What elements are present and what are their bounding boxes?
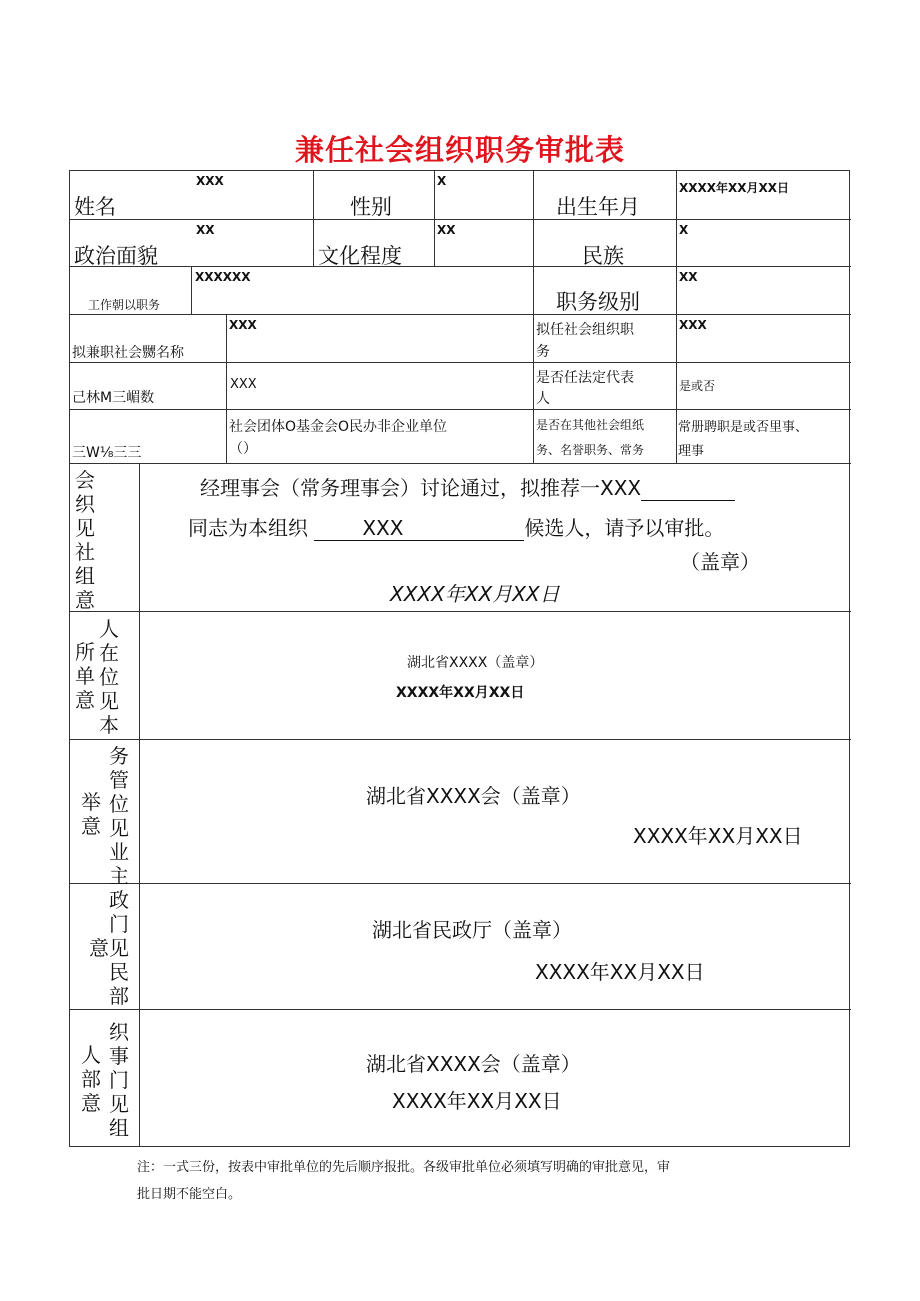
- other-org-value-line2[interactable]: 理事: [678, 444, 705, 459]
- type-label-cell: [70, 410, 227, 464]
- label-char: 部: [109, 984, 129, 1008]
- type-label: 三W⅛三三: [72, 445, 142, 461]
- name-row-label-cell: [70, 171, 314, 220]
- unit-opinion-org: 湖北省XXXX（盖章）: [407, 655, 544, 671]
- label-char: 意: [75, 688, 95, 712]
- legal-rep-label-line1: 是否任法定代表: [536, 370, 634, 386]
- label-char: 主: [109, 864, 129, 888]
- org-name-value-cell[interactable]: [227, 315, 534, 363]
- label-char: 事: [109, 1044, 129, 1068]
- label-char: 本: [99, 713, 119, 737]
- footnote-line2: 批日期不能空白。: [137, 1187, 242, 1202]
- work-label-cell: [70, 267, 192, 315]
- label-char: 在: [99, 641, 119, 665]
- name-value[interactable]: XXX: [196, 174, 224, 188]
- other-org-label-line2: 务、名誉职务、常务: [536, 443, 645, 457]
- org-opinion-line2-pre: 同志为本组织: [188, 516, 308, 540]
- civil-opinion-label: [89, 888, 129, 1008]
- personnel-opinion-body[interactable]: [140, 1010, 851, 1147]
- label-char: 组: [75, 564, 95, 588]
- civil-opinion-label-cell: [70, 884, 140, 1010]
- org-post-label-cell: [534, 315, 677, 363]
- supervisor-opinion-label-col1: [80, 790, 102, 838]
- work-value-cell[interactable]: [192, 267, 534, 315]
- label-char: 单: [75, 664, 95, 688]
- civil-opinion-body[interactable]: [140, 884, 851, 1010]
- civil-opinion-org: 湖北省民政厅（盖章）: [372, 918, 572, 942]
- label-char: 组: [109, 1116, 129, 1140]
- type-options-line1[interactable]: 社会团体O基金会O民办非企业单位: [229, 419, 448, 435]
- org-opinion-candidate[interactable]: XXX: [362, 516, 404, 540]
- org-opinion-body[interactable]: [140, 464, 851, 612]
- ethnic-value[interactable]: X: [679, 223, 689, 237]
- type-options-line2[interactable]: （）: [229, 441, 257, 457]
- legal-rep-value[interactable]: 是或否: [679, 379, 716, 393]
- label-char: 民: [109, 960, 129, 984]
- org-opinion-candidate-blank[interactable]: [314, 516, 524, 541]
- rank-label: 职务级别: [556, 290, 640, 314]
- gender-label-cell: [314, 171, 435, 220]
- birth-value-cell[interactable]: [677, 171, 851, 220]
- political-label-cell: [70, 220, 314, 267]
- work-label: 工作朝以职务: [88, 298, 161, 312]
- label-char: 意: [75, 588, 95, 612]
- label-char: 人: [99, 617, 119, 641]
- birth-label-cell: [534, 171, 677, 220]
- org-post-label-line2: 务: [536, 344, 550, 360]
- org-name-label: 拟兼职社会嬲名称: [72, 345, 184, 361]
- supervisor-opinion-body[interactable]: [140, 740, 851, 884]
- work-value[interactable]: XXXXXX: [195, 270, 251, 284]
- gender-value[interactable]: X: [437, 174, 447, 188]
- unit-opinion-label-cell: [70, 612, 140, 740]
- other-org-value-cell[interactable]: [677, 410, 851, 464]
- footnote: [137, 1154, 847, 1208]
- legal-rep-label-line2: 人: [536, 391, 550, 407]
- label-char: 见: [109, 816, 129, 840]
- unit-opinion-label-col2: [98, 617, 120, 737]
- label-char: 见: [75, 516, 95, 540]
- rank-value-cell[interactable]: [677, 267, 851, 315]
- label-char: 会: [75, 468, 95, 492]
- gender-value-cell[interactable]: [435, 171, 534, 220]
- personnel-opinion-label-col1: [80, 1043, 102, 1115]
- org-opinion-label: [74, 468, 96, 612]
- footnote-line1: 注：一式三份，按表中审批单位的先后顺序报批。各级审批单位必须填写明确的审批意见，审: [137, 1160, 671, 1175]
- label-char: 意: [81, 814, 101, 838]
- type-options-cell[interactable]: [227, 410, 534, 464]
- ethnic-label: 民族: [582, 244, 624, 268]
- label-char: 意见: [89, 936, 129, 960]
- org-opinion-seal: （盖章）: [680, 550, 760, 574]
- supervisor-opinion-org: 湖北省XXXX会（盖章）: [366, 784, 581, 808]
- label-char: 所: [75, 640, 95, 664]
- org-post-value-cell[interactable]: [677, 315, 851, 363]
- name-label: 姓名: [74, 195, 116, 219]
- approval-form: [69, 170, 850, 1147]
- legal-rep-label-cell: [534, 363, 677, 410]
- birth-value[interactable]: XXXX年XX月XX日: [679, 181, 790, 195]
- supervisor-opinion-label-col2: [108, 744, 130, 888]
- label-char: 见: [99, 689, 119, 713]
- civil-opinion-date[interactable]: XXXX年XX月XX日: [535, 960, 705, 984]
- terms-value-cell[interactable]: [227, 363, 534, 410]
- unit-opinion-label-col1: [74, 640, 96, 712]
- label-char: 人: [81, 1043, 101, 1067]
- label-char: 织: [75, 492, 95, 516]
- label-char: 管: [109, 768, 129, 792]
- label-char: 部: [81, 1067, 101, 1091]
- org-opinion-label-cell: [70, 464, 140, 612]
- label-char: 业: [109, 840, 129, 864]
- ethnic-value-cell[interactable]: [677, 220, 851, 267]
- org-opinion-line2: [188, 512, 724, 541]
- label-char: 举: [81, 790, 101, 814]
- org-post-value[interactable]: XXX: [679, 318, 707, 332]
- label-char: 见: [109, 1092, 129, 1116]
- education-value-cell[interactable]: [435, 220, 534, 267]
- supervisor-opinion-label-cell: [70, 740, 140, 888]
- legal-rep-value-cell[interactable]: [677, 363, 851, 410]
- unit-opinion-date[interactable]: XXXX年XX月XX日: [396, 685, 525, 701]
- birth-label: 出生年月: [556, 195, 640, 219]
- label-char: 门: [109, 912, 129, 936]
- form-title: 兼任社会组织职务审批表: [294, 133, 625, 167]
- education-label-cell: [314, 220, 435, 267]
- org-name-value[interactable]: XXX: [229, 318, 257, 332]
- education-value[interactable]: XX: [437, 223, 456, 237]
- label-char: 门: [109, 1068, 129, 1092]
- org-name-label-cell: [70, 315, 227, 363]
- unit-opinion-body[interactable]: [140, 612, 851, 740]
- rank-value[interactable]: XX: [679, 270, 698, 284]
- personnel-opinion-label-col2: [108, 1020, 130, 1140]
- political-label: 政治面貌: [74, 244, 158, 268]
- label-char: 社: [75, 540, 95, 564]
- terms-label-cell: [70, 363, 227, 410]
- org-opinion-line1: [200, 472, 735, 501]
- political-value[interactable]: XX: [196, 223, 215, 237]
- org-opinion-blank[interactable]: [641, 476, 735, 501]
- label-char: 织: [109, 1020, 129, 1044]
- ethnic-label-cell: [534, 220, 677, 267]
- org-post-label-line1: 拟任社会组织职: [536, 322, 634, 338]
- org-opinion-line1-text: 经理事会（常务理事会）讨论通过，拟推荐一XXX: [200, 476, 642, 500]
- gender-label: 性别: [350, 195, 392, 219]
- org-opinion-date[interactable]: XXXX年XX月XX日: [390, 582, 560, 606]
- label-char: 意: [81, 1091, 101, 1115]
- other-org-value-line1[interactable]: 常册聘职是或否里事、: [678, 420, 809, 435]
- terms-label: 己林M三嵋数: [72, 390, 155, 406]
- personnel-opinion-date[interactable]: XXXX年XX月XX日: [392, 1089, 562, 1113]
- education-label: 文化程度: [318, 244, 402, 268]
- other-org-label-line1: 是否在其他社会组纸: [536, 418, 645, 432]
- rank-label-cell: [534, 267, 677, 315]
- org-opinion-line2-post: 候选人，请予以审批。: [524, 516, 725, 540]
- terms-value[interactable]: XXX: [230, 377, 257, 392]
- personnel-opinion-label-cell: [70, 1010, 140, 1147]
- other-org-label-cell: [534, 410, 677, 464]
- label-char: 位: [99, 665, 119, 689]
- label-char: 位: [109, 792, 129, 816]
- label-char: 政: [109, 888, 129, 912]
- label-char: 务: [109, 744, 129, 768]
- personnel-opinion-org: 湖北省XXXX会（盖章）: [366, 1052, 581, 1076]
- supervisor-opinion-date[interactable]: XXXX年XX月XX日: [633, 824, 803, 848]
